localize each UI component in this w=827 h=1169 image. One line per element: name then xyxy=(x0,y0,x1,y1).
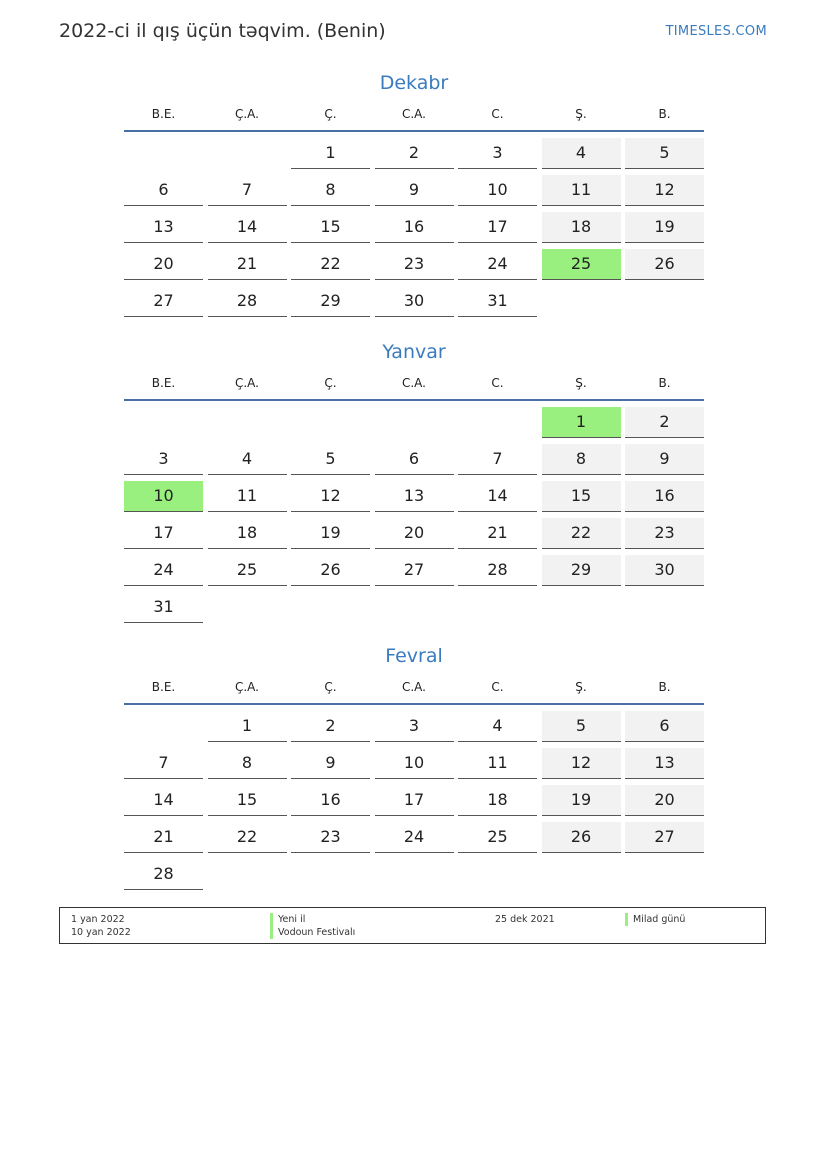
day-cell: 9 xyxy=(625,444,704,475)
weekday-label: Ç.A. xyxy=(234,376,259,390)
day-cell: 30 xyxy=(625,555,704,586)
day-cell: 23 xyxy=(375,249,454,280)
month-january xyxy=(124,337,704,623)
day-blank xyxy=(208,407,287,437)
weekday-label: Ç. xyxy=(324,680,337,694)
day-cell: 29 xyxy=(542,555,621,586)
day-cell: 31 xyxy=(458,286,537,317)
weekday-label: Ş. xyxy=(575,107,587,121)
day-cell: 8 xyxy=(542,444,621,475)
weekday-label: Ş. xyxy=(575,680,587,694)
day-cell: 22 xyxy=(291,249,370,280)
day-cell: 18 xyxy=(542,212,621,243)
day-cell: 8 xyxy=(291,175,370,206)
day-cell: 16 xyxy=(625,481,704,512)
day-blank xyxy=(291,407,370,437)
day-cell: 18 xyxy=(208,518,287,549)
month-february xyxy=(124,641,704,890)
day-cell: 28 xyxy=(208,286,287,317)
day-cell: 29 xyxy=(291,286,370,317)
page-title: 2022-ci il qış üçün təqvim. (Benin) xyxy=(59,20,386,42)
month-december xyxy=(124,68,704,317)
weekday-label: Ç. xyxy=(324,376,337,390)
day-cell: 3 xyxy=(458,138,537,169)
day-cell: 5 xyxy=(625,138,704,169)
day-cell: 11 xyxy=(542,175,621,206)
day-cell: 30 xyxy=(375,286,454,317)
day-cell: 23 xyxy=(625,518,704,549)
weekday-header xyxy=(124,367,704,401)
day-cell: 4 xyxy=(542,138,621,169)
month-name: Dekabr xyxy=(379,72,449,94)
day-cell: 20 xyxy=(375,518,454,549)
weekday-label: C. xyxy=(491,107,504,121)
day-cell: 19 xyxy=(625,212,704,243)
days-grid xyxy=(124,138,704,317)
day-cell: 14 xyxy=(458,481,537,512)
weekday-header xyxy=(124,671,704,705)
day-cell: 25 xyxy=(458,822,537,853)
day-cell: 21 xyxy=(208,249,287,280)
legend-date: 1 yan 2022 xyxy=(71,914,125,925)
day-cell: 24 xyxy=(375,822,454,853)
day-cell: 9 xyxy=(291,748,370,779)
weekday-label: C.A. xyxy=(401,376,426,390)
legend-holiday-name: Milad günü xyxy=(625,913,685,926)
day-cell-holiday: 25 xyxy=(542,249,621,280)
day-cell: 10 xyxy=(375,748,454,779)
day-cell: 13 xyxy=(124,212,203,243)
day-cell: 31 xyxy=(124,592,203,623)
day-cell: 17 xyxy=(124,518,203,549)
day-cell: 1 xyxy=(208,711,287,742)
day-cell: 26 xyxy=(625,249,704,280)
day-cell: 16 xyxy=(375,212,454,243)
day-blank xyxy=(208,138,287,168)
weekday-header xyxy=(124,98,704,132)
day-cell: 22 xyxy=(208,822,287,853)
day-cell: 11 xyxy=(458,748,537,779)
day-blank xyxy=(124,711,203,741)
day-cell-holiday: 10 xyxy=(124,481,203,512)
day-cell: 27 xyxy=(124,286,203,317)
day-cell: 20 xyxy=(124,249,203,280)
day-cell: 12 xyxy=(625,175,704,206)
day-cell: 1 xyxy=(291,138,370,169)
day-cell: 8 xyxy=(208,748,287,779)
day-cell: 2 xyxy=(375,138,454,169)
month-name: Yanvar xyxy=(382,341,446,363)
day-cell: 12 xyxy=(291,481,370,512)
day-cell: 17 xyxy=(458,212,537,243)
day-blank xyxy=(458,407,537,437)
holiday-legend xyxy=(59,907,766,944)
day-cell: 6 xyxy=(124,175,203,206)
day-cell: 15 xyxy=(542,481,621,512)
day-cell: 21 xyxy=(124,822,203,853)
weekday-label: Ş. xyxy=(575,376,587,390)
day-cell: 14 xyxy=(124,785,203,816)
day-cell: 18 xyxy=(458,785,537,816)
site-link[interactable]: TIMESLES.COM xyxy=(665,24,767,39)
legend-holiday-name: Vodoun Festivalı xyxy=(270,926,355,939)
day-cell: 7 xyxy=(124,748,203,779)
day-cell: 24 xyxy=(124,555,203,586)
day-cell: 6 xyxy=(375,444,454,475)
day-cell: 15 xyxy=(291,212,370,243)
weekday-label: C. xyxy=(491,680,504,694)
day-cell: 26 xyxy=(291,555,370,586)
day-cell: 13 xyxy=(375,481,454,512)
day-cell: 19 xyxy=(542,785,621,816)
day-cell: 24 xyxy=(458,249,537,280)
weekday-label: B. xyxy=(658,376,671,390)
day-cell: 15 xyxy=(208,785,287,816)
day-cell: 5 xyxy=(542,711,621,742)
weekday-label: C. xyxy=(491,376,504,390)
day-cell: 10 xyxy=(458,175,537,206)
day-cell: 17 xyxy=(375,785,454,816)
weekday-label: C.A. xyxy=(401,107,426,121)
weekday-label: Ç. xyxy=(324,107,337,121)
day-cell: 13 xyxy=(625,748,704,779)
day-cell: 22 xyxy=(542,518,621,549)
day-blank xyxy=(375,407,454,437)
day-cell: 3 xyxy=(124,444,203,475)
day-cell: 28 xyxy=(458,555,537,586)
day-cell: 3 xyxy=(375,711,454,742)
day-cell: 26 xyxy=(542,822,621,853)
legend-date: 10 yan 2022 xyxy=(71,927,131,938)
weekday-label: B. xyxy=(658,680,671,694)
day-cell: 27 xyxy=(625,822,704,853)
day-cell: 11 xyxy=(208,481,287,512)
day-cell: 20 xyxy=(625,785,704,816)
weekday-label: B.E. xyxy=(151,680,176,694)
legend-date: 25 dek 2021 xyxy=(495,914,555,925)
day-cell: 7 xyxy=(458,444,537,475)
weekday-label: B. xyxy=(658,107,671,121)
day-cell: 12 xyxy=(542,748,621,779)
weekday-label: Ç.A. xyxy=(234,107,259,121)
weekday-label: B.E. xyxy=(151,107,176,121)
day-cell: 4 xyxy=(458,711,537,742)
day-cell: 6 xyxy=(625,711,704,742)
weekday-label: C.A. xyxy=(401,680,426,694)
day-blank xyxy=(124,138,203,168)
day-cell: 9 xyxy=(375,175,454,206)
month-name: Fevral xyxy=(385,645,443,667)
day-cell: 2 xyxy=(625,407,704,438)
day-cell: 21 xyxy=(458,518,537,549)
day-cell-holiday: 1 xyxy=(542,407,621,438)
day-cell: 27 xyxy=(375,555,454,586)
day-blank xyxy=(124,407,203,437)
weekday-label: B.E. xyxy=(151,376,176,390)
weekday-label: Ç.A. xyxy=(234,680,259,694)
legend-holiday-name: Yeni il xyxy=(270,913,305,926)
day-cell: 2 xyxy=(291,711,370,742)
day-cell: 14 xyxy=(208,212,287,243)
day-cell: 25 xyxy=(208,555,287,586)
days-grid xyxy=(124,711,704,890)
day-cell: 28 xyxy=(124,859,203,890)
day-cell: 5 xyxy=(291,444,370,475)
day-cell: 23 xyxy=(291,822,370,853)
day-cell: 4 xyxy=(208,444,287,475)
day-cell: 19 xyxy=(291,518,370,549)
days-grid xyxy=(124,407,704,623)
day-cell: 16 xyxy=(291,785,370,816)
day-cell: 7 xyxy=(208,175,287,206)
